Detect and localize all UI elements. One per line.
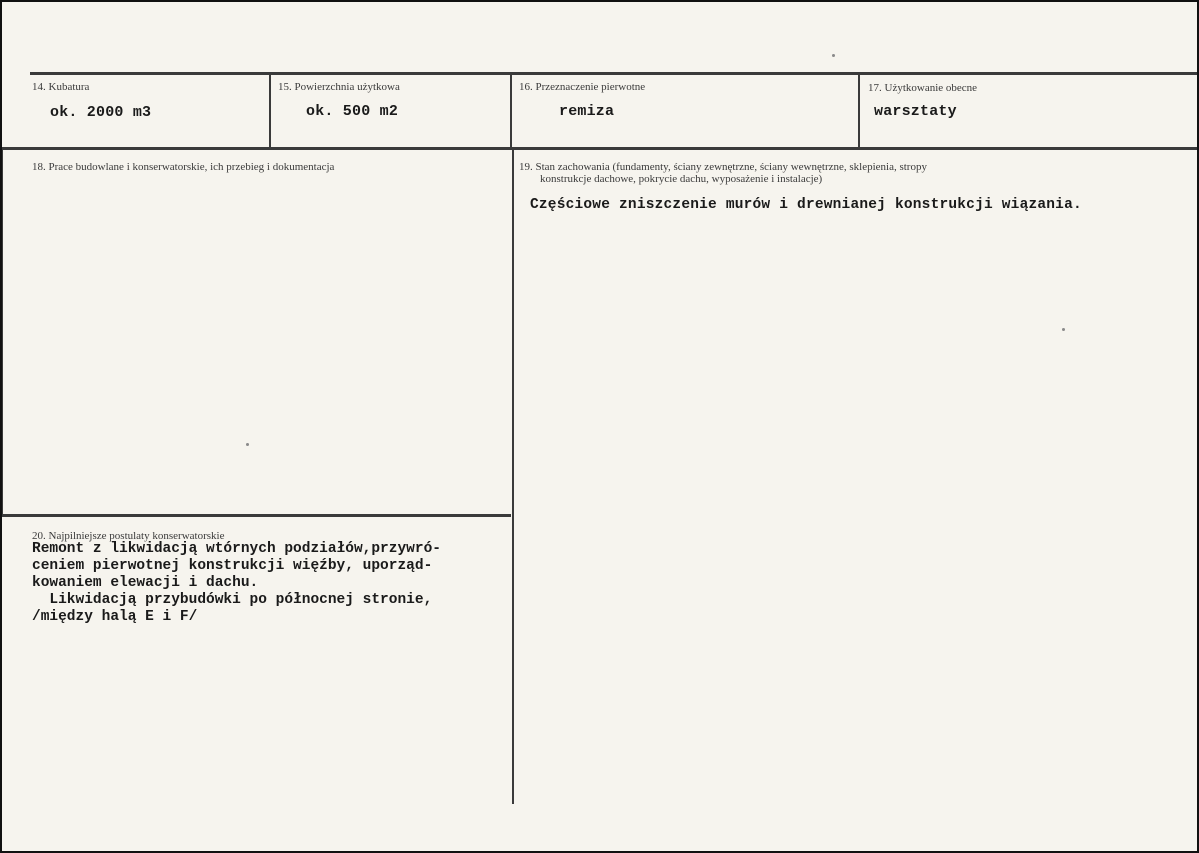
divider-14-15 [269, 74, 271, 147]
field-18-label: 18. Prace budowlane i konserwatorskie, ich przebieg i dokumentacja [32, 161, 335, 173]
field-20-line: Remont z likwidacją wtórnych podziałów,przywró- [32, 541, 441, 557]
field-19-label-line2: konstrukcje dachowe, pokrycie dachu, wyposażenie i instalacje) [540, 173, 823, 185]
field-14-label: 14. Kubatura [32, 81, 90, 93]
field-19-label-line1: 19. Stan zachowania (fundamenty, ściany zewnętrzne, ściany wewnętrzne, sklepienia, stropy [519, 161, 927, 173]
field-20-line: ceniem pierwotnej konstrukcji więźby, uporząd- [32, 558, 433, 574]
field-16-value: remiza [559, 103, 615, 120]
field-20-line: Likwidacją przybudówki po północnej stronie, [32, 592, 433, 608]
field-20-text [32, 541, 441, 626]
edge-left [2, 149, 3, 514]
field-20-line: /między halą E i F/ [32, 609, 198, 625]
document-card [2, 2, 1197, 851]
field-15-value: ok. 500 m2 [306, 103, 399, 120]
field-17-label: 17. Użytkowanie obecne [868, 82, 978, 94]
paper-speck [832, 54, 835, 57]
field-19-value: Częściowe zniszczenie murów i drewnianej konstrukcji wiązania. [530, 197, 1082, 213]
field-20-line: kowaniem elewacji i dachu. [32, 575, 259, 591]
field-14-value: ok. 2000 m3 [50, 104, 152, 121]
divider-16-17 [858, 74, 860, 147]
rule-section20-top [2, 514, 511, 517]
field-16-label: 16. Przeznaczenie pierwotne [519, 81, 646, 93]
field-15-label: 15. Powierzchnia użytkowa [278, 81, 400, 93]
field-20-label: 20. Najpilniejsze postulaty konserwatorskie [32, 530, 225, 542]
divider-main [512, 149, 514, 804]
field-17-value: warsztaty [874, 103, 957, 120]
paper-speck [246, 443, 249, 446]
divider-15-16 [510, 74, 512, 147]
rule-top [30, 72, 1197, 75]
rule-row1-bottom [2, 147, 1197, 150]
paper-speck [1062, 328, 1065, 331]
